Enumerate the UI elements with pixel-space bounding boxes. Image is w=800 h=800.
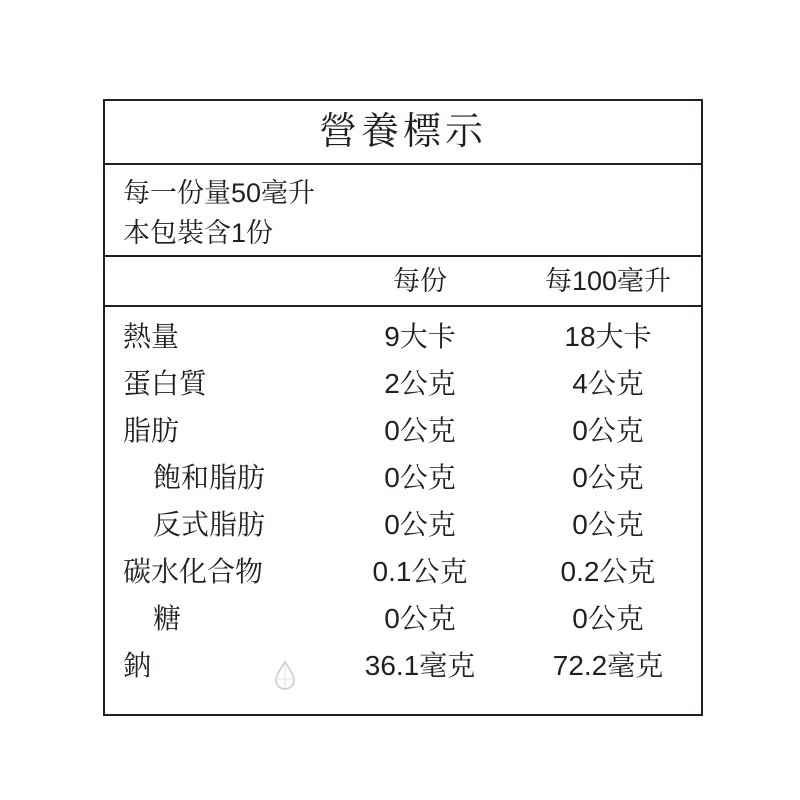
serving-info-block bbox=[105, 165, 701, 257]
nutrient-value-per-serving: 0公克 bbox=[384, 602, 456, 634]
nutrient-value-per-serving: 0公克 bbox=[384, 461, 456, 493]
nutrient-value-per-100ml: 0公克 bbox=[572, 414, 644, 446]
nutrient-label: 碳水化合物 bbox=[123, 555, 264, 587]
nutrient-label: 脂肪 bbox=[123, 414, 180, 446]
nutrient-row bbox=[105, 499, 701, 546]
nutrient-row bbox=[105, 546, 701, 593]
nutrient-label: 飽和脂肪 bbox=[153, 461, 266, 493]
nutrient-row bbox=[105, 405, 701, 452]
nutrient-row bbox=[105, 593, 701, 640]
nutrient-value-per-serving: 0公克 bbox=[384, 508, 456, 540]
column-header-row bbox=[105, 257, 701, 307]
nutrient-value-per-serving: 36.1毫克 bbox=[364, 649, 476, 681]
nutrient-value-per-100ml: 18大卡 bbox=[564, 320, 652, 352]
page-title: 營養標示 bbox=[318, 111, 487, 153]
nutrient-row bbox=[105, 452, 701, 499]
nutrient-label: 反式脂肪 bbox=[153, 508, 266, 540]
serving-size-text: 每一份量50毫升 bbox=[123, 178, 316, 208]
panel-title-row bbox=[105, 101, 701, 165]
nutrient-label: 熱量 bbox=[123, 320, 180, 352]
nutrient-row bbox=[105, 358, 701, 405]
nutrient-value-per-100ml: 72.2毫克 bbox=[552, 649, 664, 681]
nutrient-label: 蛋白質 bbox=[123, 367, 208, 399]
nutrient-row bbox=[105, 311, 701, 358]
servings-per-container-text: 本包裝含1份 bbox=[123, 218, 274, 248]
nutrient-value-per-100ml: 0公克 bbox=[572, 508, 644, 540]
nutrient-row bbox=[105, 640, 701, 687]
nutrient-value-per-100ml: 0公克 bbox=[572, 461, 644, 493]
nutrient-value-per-serving: 2公克 bbox=[384, 367, 456, 399]
nutrient-value-per-serving: 0公克 bbox=[384, 414, 456, 446]
nutrient-value-per-100ml: 4公克 bbox=[572, 367, 644, 399]
nutrition-facts-panel bbox=[103, 99, 703, 716]
nutrient-value-per-100ml: 0公克 bbox=[572, 602, 644, 634]
column-header-per-100ml: 每100毫升 bbox=[544, 265, 672, 296]
nutrient-label: 糖 bbox=[153, 602, 182, 634]
nutrient-rows bbox=[105, 307, 701, 687]
nutrient-value-per-100ml: 0.2公克 bbox=[560, 555, 656, 587]
nutrient-value-per-serving: 9大卡 bbox=[384, 320, 456, 352]
nutrient-value-per-serving: 0.1公克 bbox=[372, 555, 468, 587]
nutrient-label: 鈉 bbox=[123, 649, 152, 681]
column-header-per-serving: 每份 bbox=[393, 265, 447, 296]
